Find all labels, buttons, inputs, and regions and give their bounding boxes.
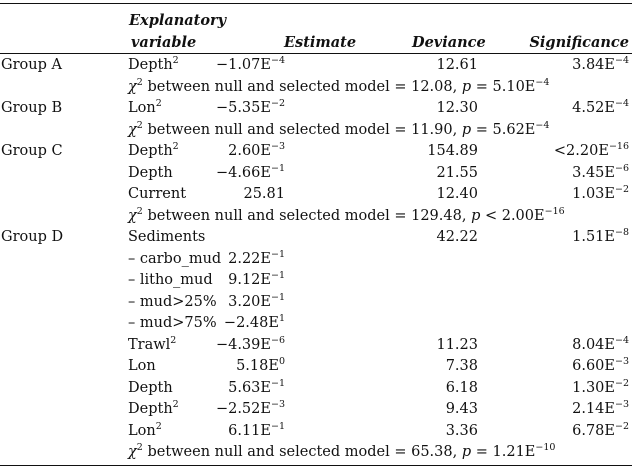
significance-cell-exponent: −3 <box>614 356 629 367</box>
variable-cell <box>128 401 179 418</box>
significance-cell <box>572 380 629 397</box>
estimate-cell <box>216 165 285 182</box>
estimate-cell-value: 9.12E <box>228 272 271 288</box>
p-exponent: −16 <box>544 206 565 217</box>
header-deviance: Deviance <box>412 34 486 51</box>
significance-cell <box>572 100 629 117</box>
chi-square-summary-row <box>128 79 549 96</box>
variable-cell-value: Depth <box>128 380 173 396</box>
chi-square-summary-row <box>128 208 565 225</box>
chi-symbol: χ <box>128 208 137 224</box>
variable-cell-exponent: 2 <box>172 55 179 66</box>
p-value: = 5.10E <box>471 79 536 95</box>
deviance-cell: 154.89 <box>427 143 478 159</box>
p-value: < 2.00E <box>480 208 545 224</box>
chi-symbol: χ <box>128 122 137 138</box>
significance-cell-value: 2.14E <box>572 401 615 417</box>
significance-cell <box>572 401 629 418</box>
group-label: Group B <box>1 100 63 116</box>
estimate-cell <box>228 272 285 289</box>
estimate-cell-value: 6.11E <box>228 423 271 439</box>
variable-cell <box>128 251 221 268</box>
significance-cell <box>572 358 629 375</box>
estimate-cell <box>243 186 285 203</box>
estimate-cell <box>236 358 285 375</box>
significance-cell-exponent: −6 <box>614 163 629 174</box>
estimate-cell <box>228 143 285 160</box>
chi-text: between null and selected model = 12.08, <box>142 79 462 95</box>
estimate-cell-exponent: −2 <box>270 98 285 109</box>
significance-cell-value: 1.03E <box>572 186 615 202</box>
deviance-cell: 42.22 <box>436 229 478 245</box>
table-top-rule <box>0 3 632 4</box>
variable-cell <box>128 380 173 397</box>
estimate-cell-exponent: 0 <box>278 356 285 367</box>
variable-cell <box>128 337 176 354</box>
significance-cell-exponent: −4 <box>614 55 629 66</box>
deviance-cell: 6.18 <box>445 380 478 396</box>
deviance-cell: 9.43 <box>445 401 478 417</box>
estimate-cell-value: −5.35E <box>215 100 271 116</box>
estimate-cell <box>224 315 285 332</box>
significance-cell-exponent: −16 <box>608 141 629 152</box>
variable-cell-value: Sediments <box>128 229 206 245</box>
chi-exponent: 2 <box>136 442 143 453</box>
variable-cell <box>128 186 186 203</box>
variable-cell-exponent: 2 <box>172 399 179 410</box>
variable-cell <box>128 165 173 182</box>
chi-text: between null and selected model = 11.90, <box>142 122 462 138</box>
variable-cell <box>128 100 162 117</box>
estimate-cell-exponent: 1 <box>278 313 285 324</box>
p-symbol: p <box>461 444 472 460</box>
significance-cell-value: 8.04E <box>572 337 615 353</box>
variable-cell <box>128 315 217 332</box>
significance-cell <box>572 186 629 203</box>
chi-exponent: 2 <box>136 206 143 217</box>
significance-cell-value: 1.51E <box>572 229 615 245</box>
estimate-cell <box>216 401 285 418</box>
group-label: Group D <box>1 229 64 245</box>
estimate-cell <box>216 100 285 117</box>
significance-cell <box>572 423 629 440</box>
deviance-cell: 11.23 <box>436 337 478 353</box>
significance-cell-exponent: −4 <box>614 98 629 109</box>
estimate-cell-value: 25.81 <box>243 186 285 202</box>
estimate-cell <box>216 337 285 354</box>
estimate-cell-exponent: −3 <box>270 399 285 410</box>
chi-text: between null and selected model = 65.38, <box>142 444 462 460</box>
estimate-cell-exponent: −4 <box>270 55 285 66</box>
deviance-cell: 21.55 <box>436 165 478 181</box>
significance-cell-value: 4.52E <box>572 100 615 116</box>
chi-square-summary-row <box>128 122 549 139</box>
estimate-cell-value: −2.52E <box>215 401 271 417</box>
estimate-cell <box>228 423 285 440</box>
variable-cell-exponent: 2 <box>155 421 162 432</box>
variable-cell-exponent: 2 <box>170 335 177 346</box>
variable-cell-value: Current <box>128 186 187 202</box>
estimate-cell-value: 2.22E <box>228 251 271 267</box>
p-exponent: −4 <box>535 120 550 131</box>
significance-cell-value: 6.60E <box>572 358 615 374</box>
variable-cell-value: Lon <box>128 100 156 116</box>
estimate-cell-value: −2.48E <box>223 315 279 331</box>
variable-cell <box>128 272 213 289</box>
group-label: Group C <box>1 143 63 159</box>
p-symbol: p <box>461 79 472 95</box>
p-value: = 5.62E <box>471 122 536 138</box>
deviance-cell: 12.40 <box>436 186 478 202</box>
group-label: Group A <box>1 57 62 73</box>
significance-cell-value: <2.20E <box>553 143 609 159</box>
chi-symbol: χ <box>128 79 137 95</box>
variable-cell-value: Depth <box>128 401 173 417</box>
estimate-cell-value: 2.60E <box>228 143 271 159</box>
p-exponent: −10 <box>535 442 556 453</box>
estimate-cell-exponent: −1 <box>270 378 285 389</box>
significance-cell-value: 1.30E <box>572 380 615 396</box>
variable-cell-exponent: 2 <box>172 141 179 152</box>
variable-cell <box>128 229 205 246</box>
estimate-cell-exponent: −1 <box>270 249 285 260</box>
header-explanatory-line1: Explanatory <box>129 12 227 29</box>
variable-cell-value: Depth <box>128 143 173 159</box>
header-estimate: Estimate <box>284 34 357 51</box>
variable-cell-exponent: 2 <box>155 98 162 109</box>
chi-square-summary-row <box>128 444 555 461</box>
estimate-cell-value: −4.39E <box>215 337 271 353</box>
variable-cell <box>128 358 156 375</box>
estimate-cell-exponent: −3 <box>270 141 285 152</box>
variable-cell <box>128 57 179 74</box>
chi-exponent: 2 <box>136 120 143 131</box>
variable-cell <box>128 143 179 160</box>
deviance-cell: 3.36 <box>445 423 478 439</box>
p-value: = 1.21E <box>471 444 536 460</box>
deviance-cell: 12.30 <box>436 100 478 116</box>
estimate-cell <box>228 380 285 397</box>
table-bottom-rule <box>0 465 632 466</box>
estimate-cell <box>228 251 285 268</box>
estimate-cell-value: 3.20E <box>228 294 271 310</box>
variable-cell-value: – litho_mud <box>128 272 213 288</box>
variable-cell-value: Lon <box>128 423 156 439</box>
deviance-cell: 12.61 <box>436 57 478 73</box>
estimate-cell-exponent: −1 <box>270 163 285 174</box>
variable-cell-value: Depth <box>128 165 173 181</box>
variable-cell <box>128 294 217 311</box>
chi-symbol: χ <box>128 444 137 460</box>
significance-cell-exponent: −3 <box>614 399 629 410</box>
p-symbol: p <box>461 122 472 138</box>
significance-cell-exponent: −2 <box>614 378 629 389</box>
significance-cell <box>572 165 629 182</box>
significance-cell <box>572 337 629 354</box>
variable-cell-value: – carbo_mud <box>128 251 222 267</box>
p-symbol: p <box>471 208 481 224</box>
significance-cell-exponent: −2 <box>614 184 629 195</box>
chi-text: between null and selected model = 129.48, <box>142 208 472 224</box>
significance-cell-exponent: −8 <box>614 227 629 238</box>
header-rule <box>0 53 632 54</box>
significance-cell-exponent: −4 <box>614 335 629 346</box>
significance-cell <box>554 143 629 160</box>
estimate-cell-value: 5.63E <box>228 380 271 396</box>
variable-cell-value: Depth <box>128 57 173 73</box>
significance-cell-value: 3.84E <box>572 57 615 73</box>
variable-cell <box>128 423 162 440</box>
significance-cell <box>572 229 629 246</box>
significance-cell-exponent: −2 <box>614 421 629 432</box>
estimate-cell-value: −1.07E <box>215 57 271 73</box>
variable-cell-value: Lon <box>128 358 156 374</box>
variable-cell-value: Trawl <box>128 337 171 353</box>
variable-cell-value: – mud>75% <box>128 315 217 331</box>
estimate-cell-value: −4.66E <box>215 165 271 181</box>
significance-cell-value: 3.45E <box>572 165 615 181</box>
header-explanatory-line2: variable <box>131 34 197 51</box>
estimate-cell <box>228 294 285 311</box>
estimate-cell-exponent: −1 <box>270 270 285 281</box>
estimate-cell-exponent: −6 <box>270 335 285 346</box>
significance-cell <box>572 57 629 74</box>
variable-cell-value: – mud>25% <box>128 294 217 310</box>
p-exponent: −4 <box>535 77 550 88</box>
estimate-cell <box>216 57 285 74</box>
estimate-cell-value: 5.18E <box>236 358 279 374</box>
estimate-cell-exponent: −1 <box>270 292 285 303</box>
deviance-cell: 7.38 <box>445 358 478 374</box>
estimate-cell-exponent: −1 <box>270 421 285 432</box>
chi-exponent: 2 <box>136 77 143 88</box>
significance-cell-value: 6.78E <box>572 423 615 439</box>
header-significance: Significance <box>529 34 629 51</box>
